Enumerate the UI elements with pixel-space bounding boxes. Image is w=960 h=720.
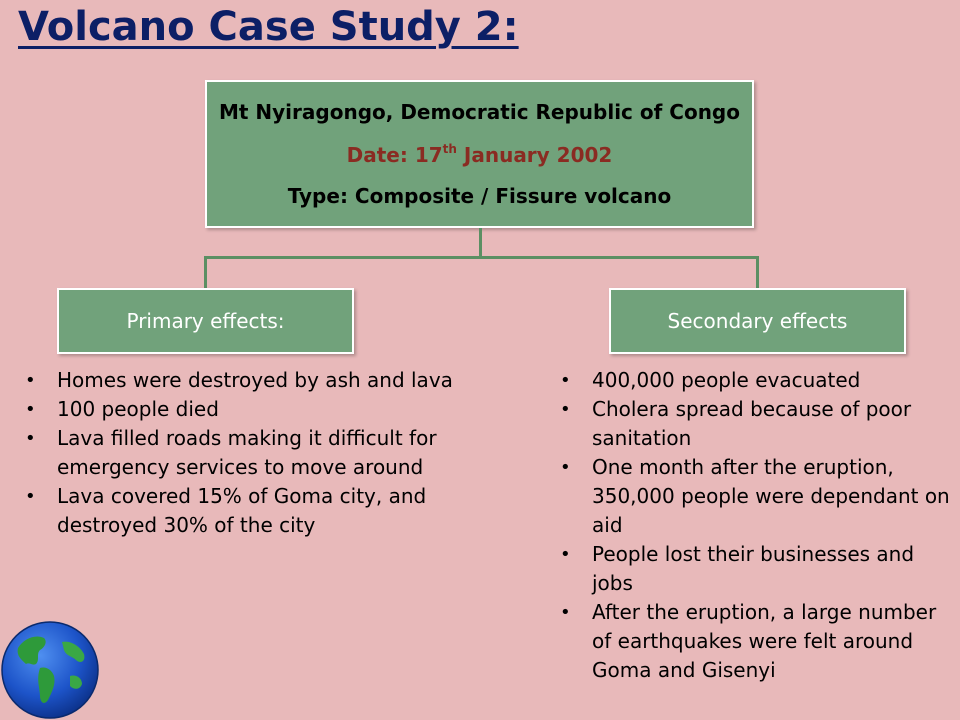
date-ordinal: th: [442, 142, 457, 156]
list-item: • After the eruption, a large number of earthquakes were felt around Goma and Gisenyi: [558, 598, 958, 685]
primary-effects-box: [57, 288, 354, 354]
primary-effects-heading: Primary effects:: [126, 309, 285, 333]
connector-stem: [479, 228, 482, 258]
list-item: • Homes were destroyed by ash and lava: [23, 366, 463, 395]
list-item: • 100 people died: [23, 395, 463, 424]
secondary-effects-list: [558, 366, 958, 685]
date-suffix: January 2002: [456, 143, 613, 167]
secondary-effects-heading: Secondary effects: [667, 309, 848, 333]
type-label: Type: Composite / Fissure volcano: [287, 184, 672, 208]
date-prefix: Date: 17: [346, 143, 443, 167]
list-item: • Lava filled roads making it difficult for emergency services to move around: [23, 424, 463, 482]
list-item: • People lost their businesses and jobs: [558, 540, 958, 598]
connector-right-drop: [756, 256, 759, 288]
location-label: Mt Nyiragongo, Democratic Republic of Congo: [218, 100, 740, 124]
slide-title: Volcano Case Study 2:: [18, 4, 519, 50]
summary-box: [205, 80, 754, 228]
connector-horizontal: [204, 256, 759, 259]
list-item: • One month after the eruption, 350,000 people were dependant on aid: [558, 453, 958, 540]
date-label: [207, 142, 752, 167]
secondary-effects-box: [609, 288, 906, 354]
connector-left-drop: [204, 256, 207, 288]
list-item: • Cholera spread because of poor sanitation: [558, 395, 958, 453]
list-item: • 400,000 people evacuated: [558, 366, 958, 395]
list-item: • Lava covered 15% of Goma city, and destroyed 30% of the city: [23, 482, 463, 540]
primary-effects-list: [23, 366, 463, 540]
globe-icon: [0, 620, 100, 720]
